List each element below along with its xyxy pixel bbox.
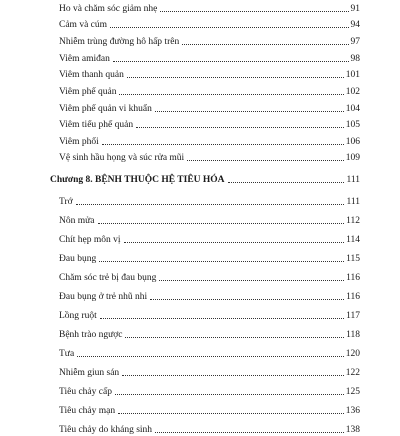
dot-leader	[136, 127, 344, 128]
toc-entry-title: Viêm tiểu phế quản	[59, 120, 134, 130]
toc-entry-title: Tiêu chảy mạn	[59, 406, 116, 416]
toc-entry-title: Viêm phổi	[59, 137, 99, 147]
dot-leader	[155, 111, 344, 112]
dot-leader	[102, 144, 344, 145]
toc-entry-page: 111	[346, 197, 360, 207]
toc-entry-title: Tưa	[59, 349, 75, 359]
toc-entry-page: 106	[345, 137, 360, 147]
toc-entry-page: 94	[350, 20, 360, 30]
toc-entry[interactable]	[59, 134, 360, 148]
toc-entry-title: Ho và chăm sóc giảm nhẹ	[59, 4, 158, 14]
toc-entry[interactable]	[59, 251, 360, 265]
toc-entry[interactable]	[59, 117, 360, 131]
toc-entry-page: 97	[350, 37, 360, 47]
toc-entry-title: Cảm và cúm	[59, 20, 108, 30]
dot-leader	[182, 44, 348, 45]
toc-entry[interactable]	[59, 346, 360, 360]
toc-entry-page: 116	[346, 273, 360, 283]
toc-entry[interactable]	[59, 289, 360, 303]
toc-entry[interactable]	[59, 34, 360, 48]
dot-leader	[100, 318, 344, 319]
toc-entry[interactable]	[59, 422, 360, 436]
dot-leader	[187, 160, 344, 161]
toc-entry-title: Nhiễm trùng đường hô hấp trên	[59, 37, 180, 47]
dot-leader	[98, 223, 345, 224]
toc-entry-page: 109	[345, 153, 360, 163]
toc-entry-title: Nôn mửa	[59, 216, 95, 226]
toc-entry[interactable]	[59, 150, 360, 164]
toc-entry-title: Chít hẹp môn vị	[59, 235, 121, 245]
toc-entry-title: Tiêu chảy cấp	[59, 387, 112, 397]
toc-entry-page: 136	[345, 406, 360, 416]
dot-leader	[125, 337, 344, 338]
toc-entry-page: 105	[345, 120, 360, 130]
toc-entry-page: 114	[346, 235, 360, 245]
toc-entry[interactable]	[59, 51, 360, 65]
dot-leader	[99, 261, 344, 262]
toc-entry-page: 116	[346, 292, 360, 302]
toc-entry[interactable]	[59, 308, 360, 322]
toc-entry[interactable]	[59, 403, 360, 417]
dot-leader	[115, 394, 344, 395]
toc-entry-title: Viêm phế quản	[59, 87, 117, 97]
toc-entry-page: 120	[345, 349, 360, 359]
toc-entry-title: Đau bụng	[59, 254, 97, 264]
toc-entry-title: Nhiễm giun sán	[59, 368, 120, 378]
dot-leader	[160, 11, 348, 12]
dot-leader	[118, 413, 344, 414]
toc-entry-title: Viêm phế quản vi khuẩn	[59, 104, 152, 114]
dot-leader	[122, 375, 344, 376]
toc-entry-title: Chăm sóc trẻ bị đau bụng	[59, 273, 157, 283]
dot-leader	[228, 182, 345, 183]
toc-entry-title: Lồng ruột	[59, 311, 97, 321]
toc-entry-title: Trớ	[59, 197, 73, 207]
dot-leader	[77, 356, 344, 357]
toc-entry[interactable]	[59, 84, 360, 98]
toc-entry[interactable]	[59, 67, 360, 81]
toc-entry-page: 115	[346, 254, 360, 264]
dot-leader	[119, 94, 343, 95]
toc-entry[interactable]	[59, 194, 360, 208]
toc-entry[interactable]	[59, 327, 360, 341]
toc-entry-title: Bệnh trào ngược	[59, 330, 123, 340]
toc-entry-page: 98	[350, 54, 360, 64]
toc-entry-title: Viêm thanh quản	[59, 70, 124, 80]
dot-leader	[155, 432, 344, 433]
dot-leader	[113, 61, 349, 62]
toc-entry-page: 122	[345, 368, 360, 378]
toc-entry-title: Vệ sinh hầu họng và súc rửa mũi	[59, 153, 185, 163]
toc-entry[interactable]	[59, 101, 360, 115]
toc-entry[interactable]	[59, 365, 360, 379]
toc-entry[interactable]	[59, 213, 360, 227]
toc-entry-title: Tiêu chảy do kháng sinh	[59, 425, 153, 435]
chapter-page: 111	[346, 175, 360, 185]
toc-entry[interactable]	[59, 1, 360, 15]
toc-entry-page: 102	[345, 87, 360, 97]
dot-leader	[76, 204, 345, 205]
toc-entry-page: 112	[346, 216, 360, 226]
toc-entry[interactable]	[59, 384, 360, 398]
toc-entry-page: 117	[346, 311, 360, 321]
toc-entry[interactable]	[59, 270, 360, 284]
toc-entry-page: 138	[345, 425, 360, 435]
toc-entry-page: 118	[346, 330, 360, 340]
toc-chapter-heading[interactable]	[50, 172, 360, 186]
dot-leader	[124, 242, 345, 243]
toc-entry-page: 101	[345, 70, 360, 80]
dot-leader	[159, 280, 344, 281]
toc-entry[interactable]	[59, 17, 360, 31]
toc-entry-title: Đau bụng ở trẻ nhũ nhi	[59, 292, 148, 302]
chapter-title: Chương 8. BỆNH THUỘC HỆ TIÊU HÓA	[50, 175, 225, 185]
toc-entry-page: 125	[345, 387, 360, 397]
toc-entry-title: Viêm amiđan	[59, 54, 110, 64]
dot-leader	[150, 299, 344, 300]
dot-leader	[110, 27, 348, 28]
toc-entry-page: 91	[350, 4, 360, 14]
toc-entry-page: 104	[345, 104, 360, 114]
dot-leader	[127, 77, 344, 78]
toc-entry[interactable]	[59, 232, 360, 246]
